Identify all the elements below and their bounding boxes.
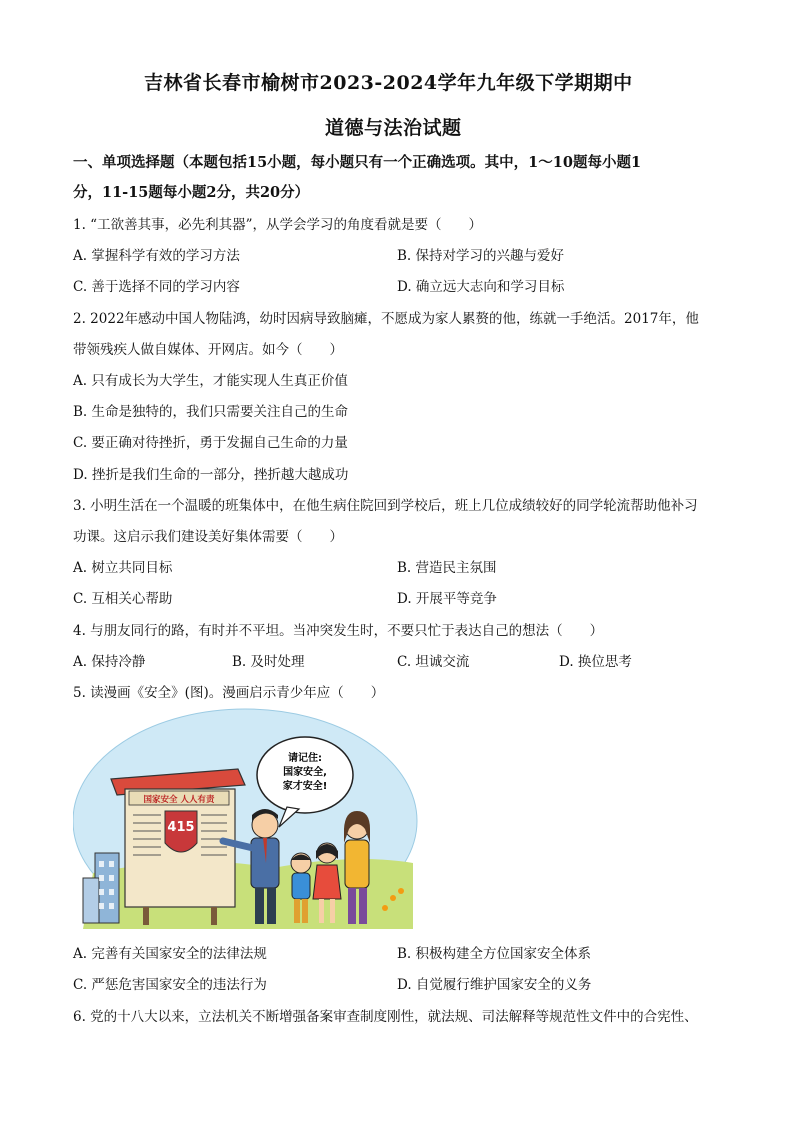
comic-sign-text: 国家安全 人人有责 [143,795,215,805]
q1-option-d: D. 确立远大志向和学习目标 [397,279,565,295]
q3-stem-line2: 功课。这启示我们建设美好集体需要（ ） [73,529,343,545]
section-heading-line1: 一、单项选择题（本题包括15小题，每小题只有一个正确选项。其中，1～10题每小题1 [73,154,642,171]
q2-option-d: D. 挫折是我们生命的一部分，挫折越大越成功 [73,467,349,483]
q1-option-b: B. 保持对学习的兴趣与爱好 [397,248,565,264]
q5-option-c: C. 严惩危害国家安全的违法行为 [73,977,267,993]
comic-bubble-line2: 国家安全, [283,767,327,778]
section-heading-line2: 分，11-15题每小题2分，共20分） [73,184,310,201]
q2-stem-line2: 带领残疾人做自媒体、开网店。如今（ ） [73,342,343,358]
q4-option-b: B. 及时处理 [232,654,305,670]
q2-stem-line1: 2. 2022年感动中国人物陆鸿，幼时因病导致脑瘫，不愿成为家人累赘的他，练就一手绝活。2017年，他 [73,311,699,327]
q2-option-a: A. 只有成长为大学生，才能实现人生真正价值 [73,373,348,389]
q1-option-a: A. 掌握科学有效的学习方法 [73,248,240,264]
q6-stem-line1: 6. 党的十八大以来，立法机关不断增强备案审查制度刚性，就法规、司法解释等规范性文件中的合宪性、 [73,1009,698,1025]
comic-bubble-line3: 家才安全! [282,781,328,792]
q1-option-c: C. 善于选择不同的学习内容 [73,279,240,295]
q2-option-c: C. 要正确对待挫折，勇于发掘自己生命的力量 [73,435,348,451]
q2-option-b: B. 生命是独特的，我们只需要关注自己的生命 [73,404,349,420]
q3-option-d: D. 开展平等竞争 [397,591,497,607]
comic-billboard [111,769,245,925]
q4-option-a: A. 保持冷静 [73,654,146,670]
q3-option-a: A. 树立共同目标 [73,560,173,576]
comic-badge-text: 415 [167,820,195,835]
page-title-line2: 道德与法治试题 [325,117,462,139]
q4-option-d: D. 换位思考 [559,654,632,670]
safety-comic-illustration [73,703,418,929]
q5-option-d: D. 自觉履行维护国家安全的义务 [397,977,592,993]
q4-option-c: C. 坦诚交流 [397,654,470,670]
q5-option-b: B. 积极构建全方位国家安全体系 [397,946,592,962]
q3-option-c: C. 互相关心帮助 [73,591,173,607]
page-title-line1: 吉林省长春市榆树市2023-2024学年九年级下学期期中 [144,72,633,94]
comic-bubble-line1: 请记住: [288,753,322,764]
q5-stem: 5. 读漫画《安全》(图)。漫画启示青少年应（ ） [73,685,385,701]
q3-option-b: B. 营造民主氛围 [397,560,497,576]
q5-option-a: A. 完善有关国家安全的法律法规 [73,946,267,962]
q1-stem: 1. “工欲善其事，必先利其器”，从学会学习的角度看就是要（ ） [73,217,482,233]
q3-stem-line1: 3. 小明生活在一个温暖的班集体中，在他生病住院回到学校后，班上几位成绩较好的同学轮流帮助他补习 [73,498,698,514]
q4-stem: 4. 与朋友同行的路，有时并不平坦。当冲突发生时，不要只忙于表达自己的想法（ ） [73,623,604,639]
